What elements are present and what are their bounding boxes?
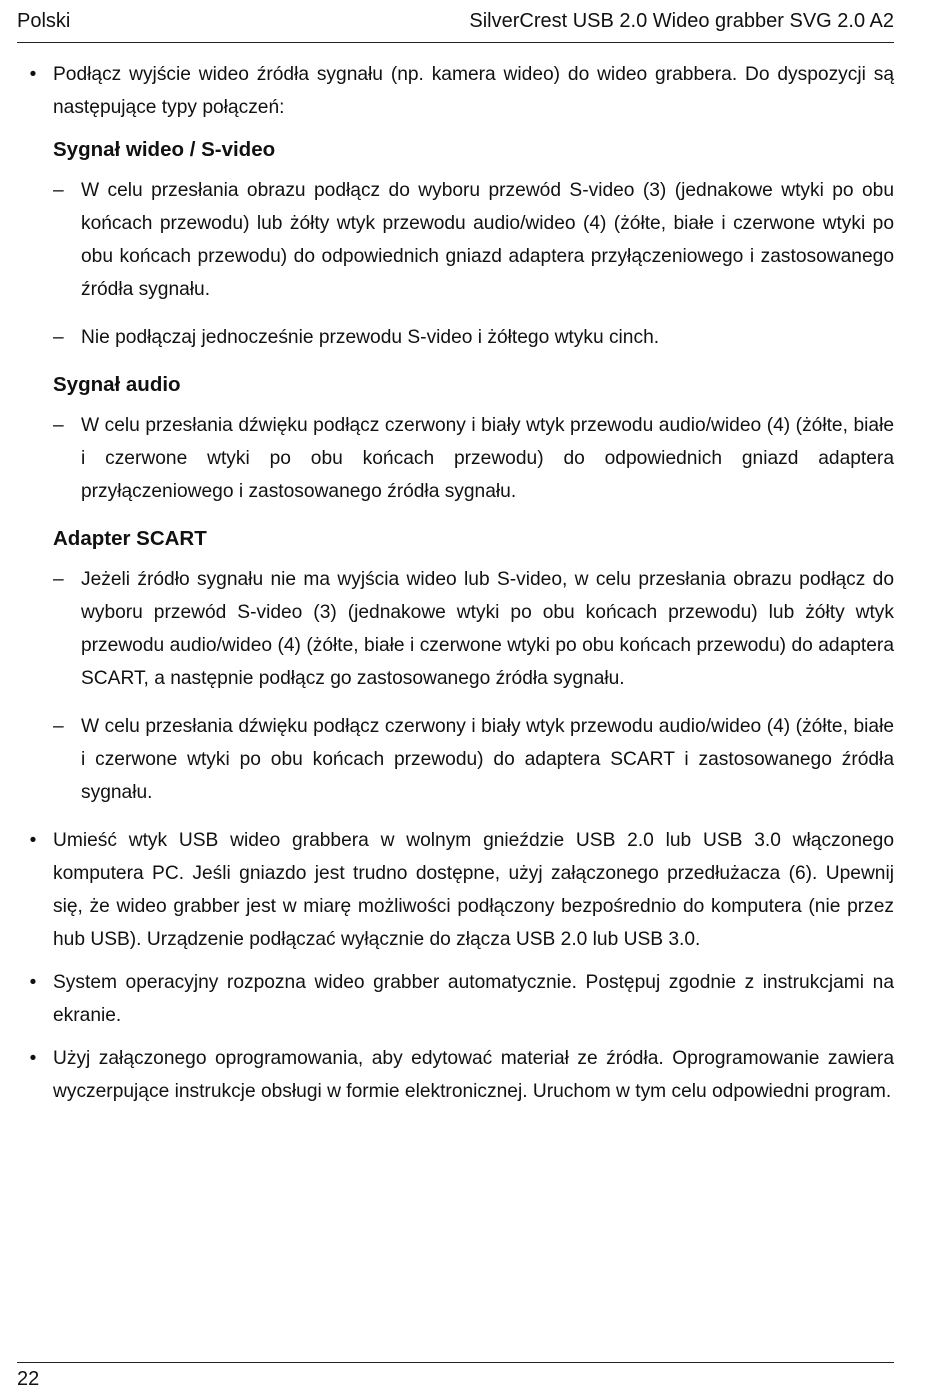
bullet-text: Umieść wtyk USB wideo grabbera w wolnym gnieździe USB 2.0 lub USB 3.0 włączonego komputera PC. Jeśli gniazdo jest trudno dostępne, użyj załączonego przedłużacza (6). Upewnij się, że wideo grabber jest w miarę możliwości podłączony bezpośrednio do komputera (nie przez hub USB). Urządzenie podłączać wyłącznie do złącza USB 2.0 lub USB 3.0. (53, 830, 894, 950)
dash-marker: – (53, 716, 64, 737)
page-content (17, 58, 894, 1118)
dash-text: W celu przesłania dźwięku podłącz czerwony i biały wtyk przewodu audio/wideo (4) (żółte, białe i czerwone wtyki po obu końcach przewodu) do odpowiednich gniazd adaptera przyłączeniowego i zastosowanego źródła sygnału. (81, 415, 894, 502)
bullet-text: System operacyjny rozpozna wideo grabber automatycznie. Postępuj zgodnie z instrukcjami na ekranie. (53, 972, 894, 1026)
dash-marker: – (53, 415, 64, 436)
dash-item (17, 409, 894, 508)
bullet-item (17, 824, 894, 956)
page-number: 22 (17, 1368, 40, 1390)
dash-item (17, 321, 894, 354)
bullet-text: Użyj załączonego oprogramowania, aby edytować materiał ze źródła. Oprogramowanie zawiera wyczerpujące instrukcje obsługi w formie elektronicznej. Uruchom w tym celu odpowiedni program. (53, 1048, 894, 1102)
bullet-marker: • (29, 1048, 37, 1069)
header-product-title: SilverCrest USB 2.0 Wideo grabber SVG 2.0 A2 (469, 10, 894, 32)
bullet-text: Podłącz wyjście wideo źródła sygnału (np. kamera wideo) do wideo grabbera. Do dyspozycji są następujące typy połączeń: (53, 64, 894, 118)
bullet-marker: • (29, 830, 37, 851)
dash-text: Jeżeli źródło sygnału nie ma wyjścia wideo lub S-video, w celu przesłania obrazu podłącz do wyboru przewód S-video (3) (jednakowe wtyki po obu końcach przewodu) lub żółty wtyk przewodu audio/wideo (4) (żółte, białe i czerwone wtyki po obu końcach przewodu) do adaptera SCART, a następnie podłącz go zastosowanego źródła sygnału. (81, 569, 894, 689)
bullet-marker: • (29, 972, 37, 993)
dash-item (17, 563, 894, 695)
page-header (17, 8, 894, 43)
dash-marker: – (53, 569, 64, 590)
dash-marker: – (53, 180, 64, 201)
bullet-item (17, 58, 894, 124)
bullet-item (17, 966, 894, 1032)
dash-item (17, 174, 894, 306)
footer-divider (17, 1362, 894, 1363)
section-heading-video: Sygnał wideo / S-video (53, 138, 276, 161)
bullet-marker: • (29, 64, 37, 85)
dash-item (17, 710, 894, 809)
dash-text: Nie podłączaj jednocześnie przewodu S-video i żółtego wtyku cinch. (81, 327, 660, 348)
section-heading-audio: Sygnał audio (53, 373, 181, 396)
dash-text: W celu przesłania obrazu podłącz do wyboru przewód S-video (3) (jednakowe wtyki po obu końcach przewodu) lub żółty wtyk przewodu audio/wideo (4) (żółte, białe i czerwone wtyki po obu końcach przewodu) do odpowiednich gniazd adaptera przyłączeniowego i zastosowanego źródła sygnału. (81, 180, 894, 300)
dash-text: W celu przesłania dźwięku podłącz czerwony i biały wtyk przewodu audio/wideo (4) (żółte, białe i czerwone wtyki po obu końcach przewodu) do adaptera SCART i zastosowanego źródła sygnału. (81, 716, 894, 803)
header-language: Polski (17, 10, 71, 32)
dash-marker: – (53, 327, 64, 348)
section-heading-scart: Adapter SCART (53, 527, 207, 550)
bullet-item (17, 1042, 894, 1108)
